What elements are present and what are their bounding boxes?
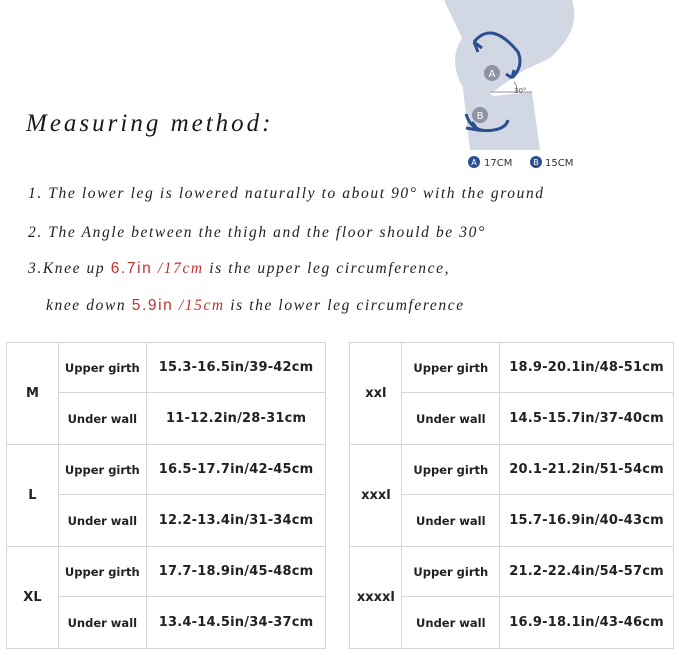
size-xxl-upper-value: 18.9-20.1in/48-51cm <box>500 343 674 393</box>
size-xl-upper-value: 17.7-18.9in/45-48cm <box>146 547 326 597</box>
svg-text:A: A <box>471 158 477 167</box>
size-xxxl-upper-value: 20.1-21.2in/51-54cm <box>500 445 674 495</box>
legend-b-text: 15CM <box>545 158 574 169</box>
knee-down-cm: /15cm <box>178 297 225 314</box>
size-row-l-upper <box>7 445 674 495</box>
size-label-xxxl: xxxl <box>350 445 402 547</box>
size-label-xxxxl: xxxxl <box>350 547 402 649</box>
under-wall-label: Under wall <box>402 495 500 547</box>
size-xxxxl-upper-value: 21.2-22.4in/54-57cm <box>500 547 674 597</box>
upper-girth-label: Upper girth <box>402 445 500 495</box>
under-wall-label: Under wall <box>58 393 146 445</box>
step-3-text: 3.Knee up 6.7in /17cm is the upper leg circumference, <box>28 260 451 277</box>
size-m-under-value: 11-12.2in/28-31cm <box>146 393 326 445</box>
upper-girth-label: Upper girth <box>58 343 146 393</box>
angle-label: 30° <box>514 87 527 95</box>
page-title: Measuring method: <box>26 110 274 137</box>
size-row-xl-upper <box>7 547 674 597</box>
size-row-m-upper <box>7 343 674 393</box>
size-label-xxl: xxl <box>350 343 402 445</box>
size-label-xl: XL <box>7 547 59 649</box>
knee-up-inches: 6.7in <box>110 260 153 277</box>
step-1-text: 1. The lower leg is lowered naturally to about 90° with the ground <box>28 185 545 202</box>
under-wall-label: Under wall <box>402 597 500 649</box>
size-label-l: L <box>7 445 59 547</box>
size-chart <box>6 342 674 650</box>
svg-text:B: B <box>476 111 484 122</box>
upper-girth-label: Upper girth <box>402 343 500 393</box>
size-xxl-under-value: 14.5-15.7in/37-40cm <box>500 393 674 445</box>
size-label-m: M <box>7 343 59 445</box>
upper-girth-label: Upper girth <box>58 547 146 597</box>
legend-a-text: 17CM <box>484 158 513 169</box>
step-4-text: knee down 5.9in /15cm is the lower leg circumference <box>46 297 465 314</box>
svg-text:A: A <box>488 69 496 80</box>
size-xl-under-value: 13.4-14.5in/34-37cm <box>146 597 326 649</box>
size-xxxl-under-value: 15.7-16.9in/40-43cm <box>500 495 674 547</box>
under-wall-label: Under wall <box>402 393 500 445</box>
svg-text:B: B <box>533 158 539 167</box>
knee-measurement-illustration <box>432 0 679 175</box>
under-wall-label: Under wall <box>58 495 146 547</box>
size-l-under-value: 12.2-13.4in/31-34cm <box>146 495 326 547</box>
upper-girth-label: Upper girth <box>58 445 146 495</box>
size-xxxxl-under-value: 16.9-18.1in/43-46cm <box>500 597 674 649</box>
under-wall-label: Under wall <box>58 597 146 649</box>
size-l-upper-value: 16.5-17.7in/42-45cm <box>146 445 326 495</box>
upper-girth-label: Upper girth <box>402 547 500 597</box>
knee-up-cm: /17cm <box>157 260 204 277</box>
size-m-upper-value: 15.3-16.5in/39-42cm <box>146 343 326 393</box>
step-2-text: 2. The Angle between the thigh and the floor should be 30° <box>28 224 486 241</box>
knee-down-inches: 5.9in <box>131 297 174 314</box>
